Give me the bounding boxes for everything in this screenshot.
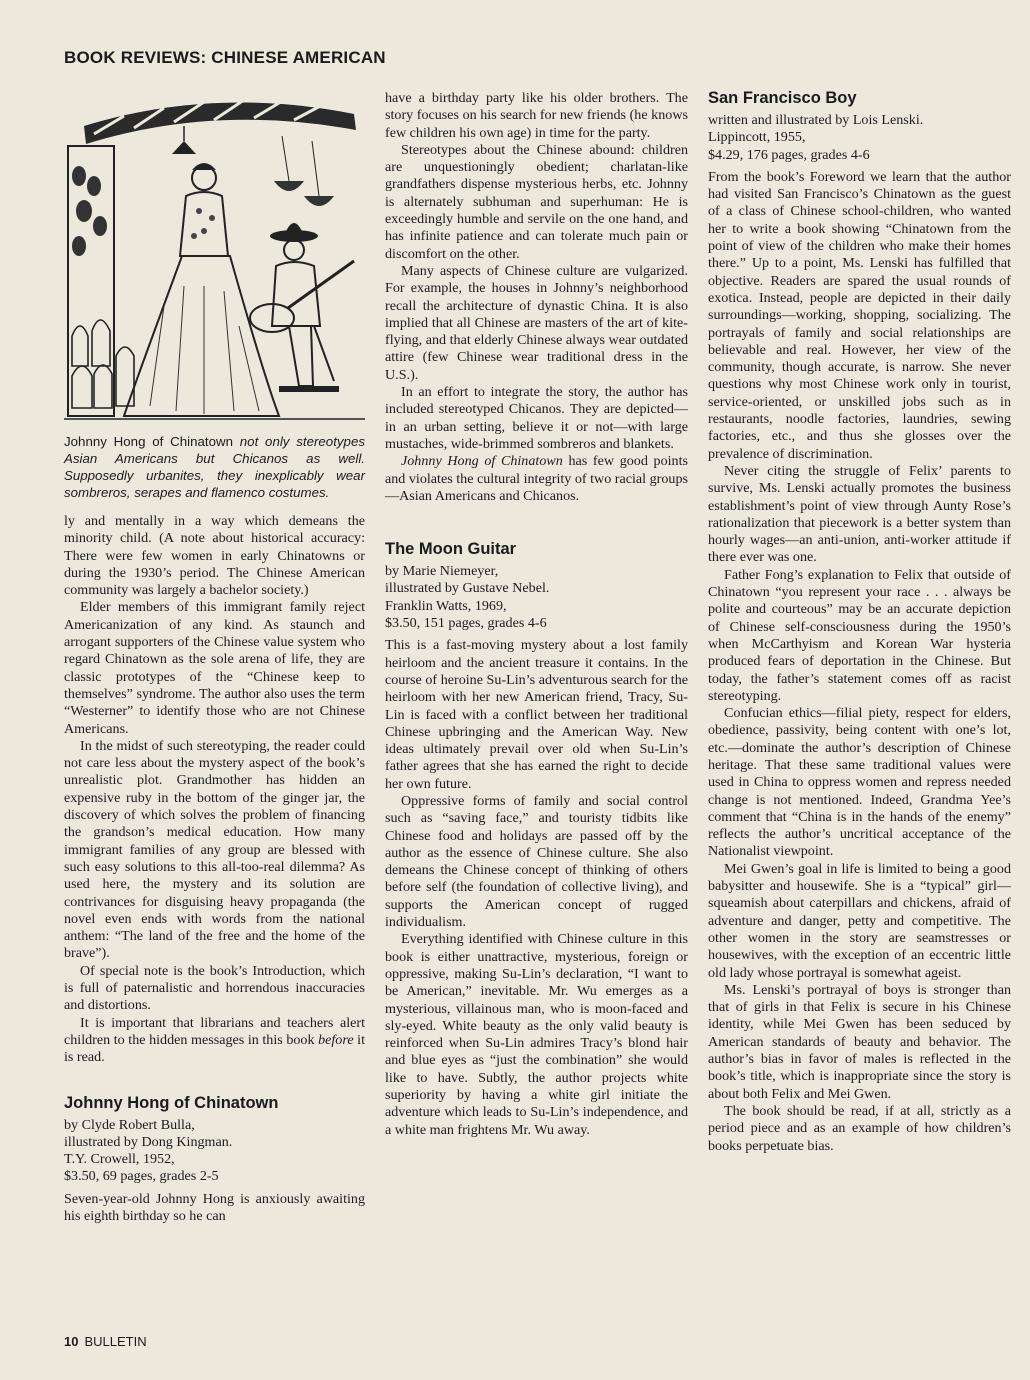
caption-italic: not only stereotypes Asian Americans but Chicanos as well. Supposedly urbanites, they inexplicably wear sombreros, serapes and flamenco costumes.	[64, 434, 365, 500]
page-footer	[64, 1334, 147, 1349]
paragraph: The book should be read, if at all, strictly as a period piece and as an example of how children’s books perpetuate bias.	[708, 1102, 1011, 1154]
review-title-san-francisco-boy: San Francisco Boy	[708, 89, 857, 107]
paragraph: In an effort to integrate the story, the author has included stereotyped Chicanos. They are depicted—in an urban setting, believe it or not—with large mustaches, wide-brimmed sombreros and blankets.	[385, 384, 688, 452]
paragraph: In the midst of such stereotyping, the reader could not care less about the mystery aspect of the book’s unrealistic plot. Grandmother has hidden an expensive ruby in the bottom of the ginger jar, the discovery of which solves the problem of financing the grandson’s medical education. How many immigrant families of any group are blessed with such easy solutions to this all-too-real dilemma? As used here, the mystery and its solution are contrivances for disguising heavy propaganda (the novel even ends with words from the national anthem: “The land of the free and the home of the brave”).	[64, 737, 365, 962]
meta-line: illustrated by Gustave Nebel.	[385, 580, 550, 597]
meta-line: Franklin Watts, 1969,	[385, 597, 507, 614]
book-meta	[708, 112, 1011, 164]
caption-plain: Johnny Hong of Chinatown	[64, 434, 240, 449]
emphasis: before	[318, 1031, 354, 1048]
column-1	[64, 86, 365, 1225]
paragraph: have a birthday party like his older brothers. The story focuses on his search for new friends (he knows few children his own age) in time for the party.	[385, 90, 688, 141]
book-meta	[385, 563, 688, 632]
meta-line: T.Y. Crowell, 1952,	[64, 1151, 175, 1168]
paragraph	[385, 453, 688, 505]
paragraph: This is a fast-moving mystery about a lost family heirloom and the ancient treasure it contains. In the course of heroine Su-Lin’s adventurous search for the heirloom with her new American friend, Tracy, Su-Lin is faced with a conflict between her traditional Chinese upbringing and the American Way. New ideas ultimately prevail over old when Su-Lin’s father agrees that she has earned the right to decide her own future.	[385, 637, 688, 792]
meta-line: by Clyde Robert Bulla,	[64, 1116, 195, 1133]
book-meta	[64, 1117, 365, 1186]
paragraph: From the book’s Foreword we learn that the author had visited San Francisco’s Chinatown as the guest of a class of Chinese school-children, who wanted her to write a book showing “Chinatown from the point of view of the children who make their homes there.” Up to a point, Ms. Lenski has fulfilled that objective. Readers are spared the usual rounds of exotica. Instead, people are depicted in their daily surroundings—working, shopping, socializing. The portrayals of family and social relationships are believable and real. However, her view of the community, though accurate, is narrow. She never questions why most Chinese work only in tourist, service-oriented, or unskilled jobs such as in restaurants, noodle factories, laundries, sewing factories, etc., and thus she glosses over the prevalence of discrimination.	[708, 168, 1011, 462]
paragraph: Many aspects of Chinese culture are vulgarized. For example, the houses in Johnny’s neighborhood recall the architecture of dynastic China. It is also implied that all Chinese are masters of the art of kite-flying, and that elderly Chinese always wear outdated attire (few Chinese wear traditional dress in the U.S.).	[385, 262, 688, 383]
meta-line: by Marie Niemeyer,	[385, 563, 499, 580]
column-2	[385, 90, 688, 1139]
emphasis: Johnny Hong of Chinatown	[401, 453, 563, 470]
paragraph: Confucian ethics—filial piety, respect for elders, obedience, passivity, being content with one’s lot, etc.—dominate the author’s description of Chinese heritage. That these same traditional values were used in China to oppress women and repress needed change is not mentioned. Indeed, Grandma Yee’s comment that “China is in the hands of the enemy” reflects the author’s uncritical acceptance of the Nationalist viewpoint.	[708, 705, 1011, 860]
paragraph: Father Fong’s explanation to Felix that outside of Chinatown “you represent your race . . . always be polite and courteous” may be an accurate depiction of Chinese self-consciousness during the 1950’s when McCarthyism and Korean War hysteria produced fears of deportation in the Chinese. But today, the father’s statement comes off as racist stereotyping.	[708, 566, 1011, 704]
meta-line: $3.50, 151 pages, grades 4-6	[385, 615, 547, 632]
column-3	[708, 88, 1011, 1155]
meta-line: $3.50, 69 pages, grades 2-5	[64, 1168, 219, 1185]
meta-line: $4.29, 176 pages, grades 4-6	[708, 146, 870, 163]
paragraph: Never citing the struggle of Felix’ parents to survive, Ms. Lenski actually promotes the business establishment’s point of view through Aunty Rose’s rationalization that piecework is a better system than hourly wages—an anti-union, anti-worker attitude if there ever was one.	[708, 462, 1011, 566]
text-run: has few good points and violates the cultural integrity of two racial groups—Asian Americans and Chicanos.	[385, 453, 688, 504]
paragraph: Stereotypes about the Chinese abound: children are unquestioningly obedient; charlatan-like grandfathers dispense mysterious herbs, etc. Johnny is alternately subhuman and superhuman: He is exceedingly humble and servile on the one hand, and has infinite patience and can tolerate much pain or discomfort on the other.	[385, 141, 688, 262]
review-title-johnny-hong: Johnny Hong of Chinatown	[64, 1093, 279, 1112]
text-run: it is read.	[64, 1031, 365, 1066]
paragraph: Ms. Lenski’s portrayal of boys is stronger than that of girls in that Felix is secure in his Chinese identity, while Mei Gwen has been seduced by American standards of beauty and behavior. The author’s bias in favor of males is reflected in the book’s title, which is inappropriate since the story is about both Felix and Mei Gwen.	[708, 981, 1011, 1102]
paragraph: Mei Gwen’s goal in life is limited to being a good babysitter and housewife. She is a “typical” girl—squeamish about caterpillars and chickens, afraid of adventure and danger, petty and competitive. The other women in the story are seamstresses or housewives, with the exception of an eccentric little old lady whose portrayal is somewhat ageist.	[708, 860, 1011, 981]
paragraph: Seven-year-old Johnny Hong is anxiously awaiting his eighth birthday so he can	[64, 1190, 365, 1224]
meta-line: illustrated by Dong Kingman.	[64, 1133, 233, 1150]
figure-caption	[64, 433, 365, 501]
paragraph: Oppressive forms of family and social control such as “saving face,” and touristy tidbits like Chinese food and holidays are passed off by the author as the essence of Chinese culture. She also demeans the Chinese concept of thinking of others before self (the foundation of collective living), and supports the American concept of rugged individualism.	[385, 792, 688, 931]
review-title-moon-guitar: The Moon Guitar	[385, 540, 517, 559]
text-run: It is important that librarians and teachers alert children to the hidden messages in this book	[64, 1014, 365, 1048]
page-number: 10	[64, 1334, 79, 1349]
paragraph: Everything identified with Chinese culture in this book is either unattractive, mysterious, foreign or oppressive, making Su-Lin’s declaration, “I want to be American,” inevitable. Mr. Wu emerges as a mysterious, villainous man, who is moon-faced and sly-eyed. White beauty as the only valid beauty is reinforced when Su-Lin admires Tracy’s blond hair and blue eyes as “just the combination” she would like to have. Subtly, the author projects white superiority by having a white girl initiate the adventure which leads to Su-Lin’s independence, and a white man frightens Mr. Wu away.	[385, 931, 688, 1138]
publication-name: BULLETIN	[84, 1334, 147, 1349]
paragraph: Of special note is the book’s Introduction, which is full of paternalistic and horrendous inaccuracies and distortions.	[64, 962, 365, 1014]
paragraph: Elder members of this immigrant family reject Americanization of any kind. As staunch and arrogant supporters of the Chinese value system who regard Chinatown as the sole arena of life, they are classic prototypes of the “Chinese keep to themselves” syndrome. The author also uses the term “Westerner” to identify those who are not Chinese Americans.	[64, 599, 365, 737]
page-title: BOOK REVIEWS: CHINESE AMERICAN	[64, 48, 386, 67]
illustration-image	[64, 86, 365, 431]
meta-line: Lippincott, 1955,	[708, 129, 806, 146]
paragraph: ly and mentally in a way which demeans the minority child. (A note about historical accuracy: There were few women in early Chinatowns or during the 1930’s period. The Chinese American community was largely a bachelor society.)	[64, 513, 365, 599]
meta-line: written and illustrated by Lois Lenski.	[708, 112, 924, 128]
paragraph	[64, 1015, 365, 1067]
